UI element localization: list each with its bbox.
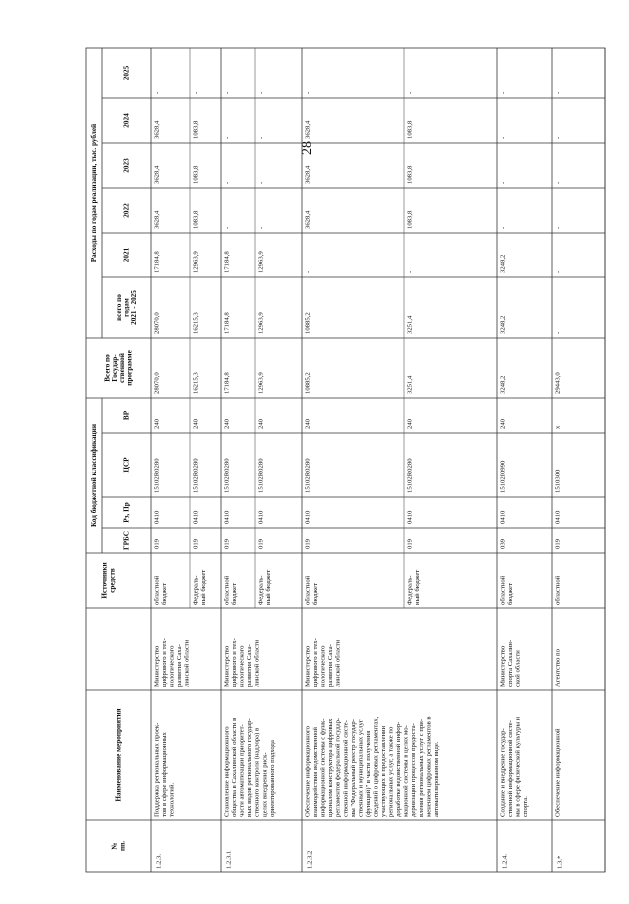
cell-csr: 15102R0280 [223, 458, 231, 493]
cell-y2024: 3628,4 [304, 120, 312, 139]
cell-grbs: 019 [153, 538, 161, 549]
cell-csr: 15102R0280 [304, 458, 312, 493]
row-name: ственного контроля (надзора) в [253, 727, 261, 817]
cell-vr: 240 [406, 418, 414, 429]
header-total-program: ственной [118, 353, 127, 383]
cell-y2025: - [192, 91, 200, 94]
row-executor: цифрового и тех- [231, 638, 239, 687]
cell-rzpr: 0410 [554, 510, 562, 524]
cell-csr: 15102R0280 [153, 458, 161, 493]
row-source: областной [223, 575, 231, 605]
row-name: мы "Федеральный реестр государ- [349, 718, 357, 817]
row-source: Федераль- [192, 575, 200, 605]
cell-total-years: 3248,2 [499, 315, 507, 334]
row-source: бюджет [231, 583, 239, 605]
row-source: бюджет [312, 583, 320, 605]
cell-y2023: 3628,4 [304, 165, 312, 184]
row-name: регламентов федеральной государ- [334, 717, 342, 817]
cell-rzpr: 0410 [304, 510, 312, 524]
row-source: ный бюджет [200, 569, 208, 605]
row-name: взаимодействия ведомственной [312, 727, 320, 817]
row-name: мы в сфере физической культуры и [514, 716, 522, 817]
cell-y2021: - [554, 270, 562, 273]
cell-total-program: 12963,9 [257, 372, 265, 394]
cell-y2022: - [499, 226, 507, 229]
cell-vr: 240 [257, 418, 265, 429]
row-name: Обеспечение информационного [304, 726, 312, 817]
row-executor: развития Саха- [246, 644, 254, 687]
header-y2024: 2024 [122, 113, 131, 128]
row-executor: развития Саха- [176, 644, 184, 687]
cell-y2021: 12963,9 [257, 251, 265, 273]
cell-vr: 240 [499, 418, 507, 429]
row-executor: развития Саха- [327, 644, 335, 687]
header-y2023: 2023 [122, 158, 131, 173]
header-grbs: ГРБС [122, 531, 131, 550]
row-name: доработке ведомственной инфор- [395, 721, 403, 817]
cell-grbs: 039 [499, 538, 507, 549]
row-num: 1.3.* [556, 855, 564, 869]
header-name: Наименование мероприятия [114, 708, 123, 802]
cell-rzpr: 0410 [192, 510, 200, 524]
row-executor: Агентство по [554, 649, 562, 687]
cell-vr: 240 [223, 418, 231, 429]
row-num: 1.2.3. [155, 853, 163, 869]
row-num: 1.2.4. [501, 853, 509, 869]
row-name: ственных и муниципальных услуг [357, 719, 365, 817]
row-source: областной [153, 575, 161, 605]
cell-y2021: 17184,8 [153, 251, 161, 273]
row-name: ционалом конструктора цифровых [327, 718, 335, 817]
cell-total-program: 29443,0 [554, 372, 562, 394]
row-name: тов в сфере информационных [161, 732, 169, 817]
row-name: ственной информационной систе- [342, 720, 350, 817]
row-num: 1.2.3.2 [306, 850, 314, 869]
row-source: областной [304, 575, 312, 605]
row-executor: линской области [183, 639, 191, 687]
cell-y2024: - [257, 136, 265, 139]
cell-total-years: 3251,4 [406, 315, 414, 334]
row-num: 1.2.3.1 [225, 850, 233, 869]
cell-total-years: 12963,9 [257, 312, 265, 334]
row-name: Становление информационного [223, 726, 231, 817]
cell-csr: 1510300 [554, 469, 562, 493]
row-name: Обеспечение информационной [554, 728, 562, 817]
header-expenses: Расходы по годам реализации, тыс. рублей [90, 123, 98, 263]
cell-total-program: 3248,2 [499, 375, 507, 394]
row-source: областной [499, 575, 507, 605]
row-source: областной [554, 575, 562, 605]
cell-y2023: - [499, 181, 507, 184]
row-name: ственной информационной систе- [507, 720, 515, 817]
cell-y2024: - [223, 136, 231, 139]
cell-total-years: - [554, 331, 562, 334]
cell-y2023: - [257, 181, 265, 184]
cell-y2023: 3628,4 [153, 165, 161, 184]
header-total-program: Всего по [103, 354, 112, 382]
cell-y2022: 3628,4 [304, 210, 312, 229]
row-name: ных видов регионального государ- [246, 718, 254, 817]
row-executor: Министерство [304, 645, 312, 687]
row-name: менением цифровых регламентов в [425, 716, 433, 817]
cell-y2022: - [257, 226, 265, 229]
row-name: дернизации процессов предоста- [410, 723, 418, 817]
row-name: Поддержка региональных проек- [153, 722, 161, 817]
cell-y2025: - [406, 91, 414, 94]
row-name: вления региональных услуг с при- [417, 718, 425, 817]
header-total-program: программе [125, 350, 134, 386]
cell-vr: x [554, 425, 562, 429]
cell-total-program: 17184,8 [223, 372, 231, 394]
row-executor: линской области [334, 639, 342, 687]
row-executor: нологического [168, 645, 176, 687]
header-source: средств [108, 568, 117, 593]
cell-vr: 240 [192, 418, 200, 429]
cell-grbs: 019 [223, 538, 231, 549]
cell-vr: 240 [153, 418, 161, 429]
cell-rzpr: 0410 [257, 510, 265, 524]
cell-y2023: 1083,8 [406, 165, 414, 184]
row-executor: Министерство [499, 645, 507, 687]
cell-grbs: 019 [304, 538, 312, 549]
row-name: участвующих в предоставлении [380, 725, 387, 817]
header-csr: ЦСР [122, 457, 131, 473]
header-total-years: годам [122, 298, 131, 317]
cell-total-program: 10885,2 [304, 372, 312, 394]
header-vr: ВР [122, 410, 131, 421]
row-source: бюджет [507, 583, 515, 605]
header-source: Источники [100, 562, 109, 599]
header-y2025: 2025 [122, 65, 131, 81]
row-executor: цифрового и тех- [312, 638, 320, 687]
cell-y2021: 17184,8 [223, 251, 231, 273]
cell-y2025: - [499, 91, 507, 94]
cell-y2022: - [554, 226, 562, 229]
cell-csr: 15102R0280 [406, 458, 414, 493]
cell-total-program: 16215,3 [192, 372, 200, 394]
cell-rzpr: 0410 [499, 510, 507, 524]
cell-rzpr: 0410 [153, 510, 161, 524]
cell-y2022: 3628,4 [153, 210, 161, 229]
cell-y2024: - [499, 136, 507, 139]
cell-y2024: 1083,8 [406, 120, 414, 139]
row-source: Федераль- [406, 575, 414, 605]
header-rzpr: Рз, Пр [122, 502, 131, 523]
row-executor: Министерство [153, 645, 161, 687]
cell-grbs: 019 [257, 538, 265, 549]
row-source: ный бюджет [265, 569, 273, 605]
cell-total-program: 28070,0 [153, 372, 161, 394]
row-executor: ской области [514, 650, 522, 687]
row-source: бюджет [161, 583, 169, 605]
cell-rzpr: 0410 [406, 510, 414, 524]
cell-y2021: 3248,2 [499, 254, 507, 273]
row-name: автоматизированном виде. [432, 741, 440, 817]
cell-grbs: 019 [554, 538, 562, 549]
row-name: (функций)" в части получения [364, 730, 372, 817]
header-total-years: 2021 - 2025 [129, 290, 138, 325]
row-name: сведений о цифровых регламентах, [372, 716, 380, 817]
header-total-years: всего по [115, 294, 124, 321]
cell-y2025: - [554, 91, 562, 94]
header-num: № [110, 842, 119, 850]
cell-y2024: - [554, 136, 562, 139]
row-name: части автоматизации приоритет- [238, 724, 246, 817]
row-name: региональных услуг, а также по [387, 726, 395, 817]
cell-rzpr: 0410 [223, 510, 231, 524]
cell-y2023: 1083,8 [192, 165, 200, 184]
cell-y2022: - [223, 226, 231, 229]
cell-grbs: 019 [192, 538, 200, 549]
row-source: ный бюджет [414, 569, 422, 605]
row-name: информационной системы с функ- [319, 718, 327, 817]
cell-vr: 240 [304, 418, 312, 429]
cell-y2023: - [223, 181, 231, 184]
row-name: мационной системы в целях мо- [402, 725, 410, 817]
header-num: пп. [118, 840, 127, 852]
row-source: Федераль- [257, 575, 265, 605]
header-total-program: Государ- [110, 354, 119, 382]
cell-csr: 15102R0280 [192, 458, 200, 493]
cell-total-years: 16215,3 [192, 312, 200, 334]
cell-y2021: 12963,9 [192, 251, 200, 273]
cell-y2021: - [304, 270, 312, 273]
cell-csr: 15102R0280 [257, 458, 265, 493]
cell-total-years: 17184,8 [223, 312, 231, 334]
row-executor: линской области [253, 639, 261, 687]
cell-total-years: 10885,2 [304, 312, 312, 334]
cell-y2024: 1083,8 [192, 120, 200, 139]
cell-y2024: 3628,4 [153, 120, 161, 139]
row-executor: спорта Сахалин- [507, 639, 515, 687]
row-name: целях внедрения риск- [261, 752, 269, 817]
cell-grbs: 019 [406, 538, 414, 549]
page-number-text: 28 [300, 141, 315, 155]
cell-y2025: - [304, 91, 312, 94]
cell-y2022: 1083,8 [406, 210, 414, 229]
row-name: общества в Сахалинской области в [231, 717, 239, 817]
row-name: Создание и внедрение государ- [499, 728, 507, 817]
cell-y2025: - [257, 91, 265, 94]
row-name: технологий. [168, 782, 176, 817]
cell-y2025: - [223, 91, 231, 94]
cell-total-program: 3251,4 [406, 375, 414, 394]
row-name: спорта. [522, 796, 530, 817]
cell-total-years: 28070,0 [153, 312, 161, 334]
cell-csr: 15102I0990 [499, 460, 507, 493]
row-executor: цифрового и тех- [161, 638, 169, 687]
row-name: ориентированного подхода [268, 740, 276, 817]
cell-y2022: 1083,8 [192, 210, 200, 229]
cell-y2025: - [153, 91, 161, 94]
header-y2022: 2022 [122, 203, 131, 218]
row-executor: нологического [238, 645, 246, 687]
row-executor: Министерство [223, 645, 231, 687]
row-executor: нологического [319, 645, 327, 687]
header-y2021: 2021 [122, 247, 131, 263]
cell-y2021: - [406, 270, 414, 273]
cell-y2023: - [554, 181, 562, 184]
header-budget-code: Код бюджетной классификации [90, 424, 98, 527]
